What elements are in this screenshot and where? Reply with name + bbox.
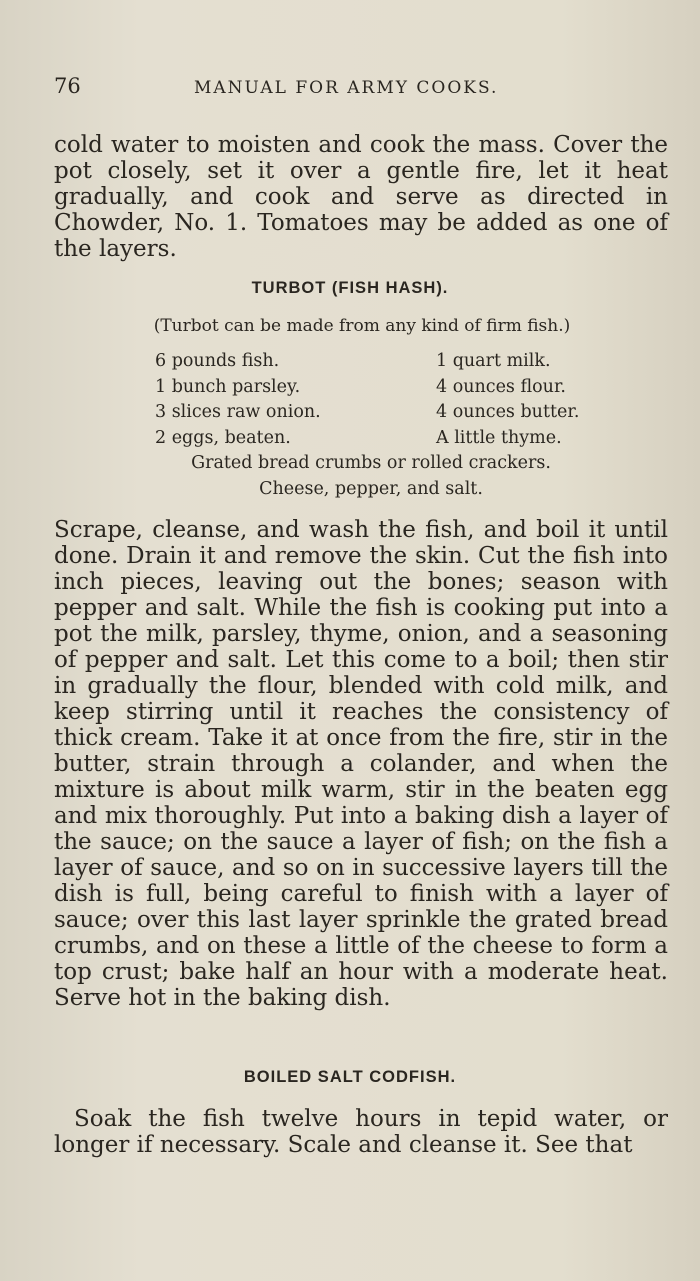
ingredient-item: Cheese, pepper, and salt. xyxy=(259,478,483,499)
codfish-directions: Soak the fish twelve hours in tepid water, or longer if necessary. Scale and cleanse it. See that xyxy=(54,1106,668,1158)
ingredient-item: A little thyme. xyxy=(436,427,562,448)
running-title: MANUAL FOR ARMY COOKS. xyxy=(194,78,499,98)
ingredients-center xyxy=(0,451,700,502)
ingredients-right xyxy=(436,349,579,451)
ingredient-item: 6 pounds fish. xyxy=(155,351,280,371)
ingredient-item: 1 bunch parsley. xyxy=(155,376,301,397)
ingredient-item: 4 ounces butter. xyxy=(436,402,580,422)
ingredient-item: Grated bread crumbs or rolled crackers. xyxy=(191,453,551,473)
turbot-note: (Turbot can be made from any kind of firm fish.) xyxy=(153,316,571,336)
codfish-heading: BOILED SALT CODFISH. xyxy=(243,1068,457,1086)
ingredient-item: 1 quart milk. xyxy=(436,351,551,371)
turbot-heading: TURBOT (FISH HASH). xyxy=(251,279,449,297)
turbot-directions: Scrape, cleanse, and wash the fish, and boil it until done. Drain it and remove the skin. Cut the fish into inch pieces, leaving out the bones; season with pepper and salt. While the fish is cooking put into a pot the milk, parsley, thyme, onion, and a seasoning of pepper and salt. Let this come to a boil; then stir in gradually the flour, blended with cold milk, and keep stirring until it reaches the consistency of thick cream. Take it at once from the fire, stir in the butter, strain through a colander, and when the mixture is about milk warm, stir in the beaten egg and mix thoroughly. Put into a baking dish a layer of the sauce; on the sauce a layer of fish; on the fish a layer of sauce, and so on in successive layers till the dish is full, being careful to finish with a layer of sauce; over this last layer sprinkle the grated bread crumbs, and on these a little of the cheese to form a top crust; bake half an hour with a moderate heat. Serve hot in the baking dish. xyxy=(54,517,668,1011)
ingredient-item: 2 eggs, beaten. xyxy=(155,427,291,448)
page-header xyxy=(54,74,664,104)
intro-paragraph: cold water to moisten and cook the mass. Cover the pot closely, set it over a gentle fire, let it heat gradually, and cook and serve as directed in Chowder, No. 1. Tomatoes may be added as one of the layers. xyxy=(54,132,668,262)
ingredient-item: 3 slices raw onion. xyxy=(155,402,321,422)
page-number: 76 xyxy=(54,74,81,98)
ingredient-item: 4 ounces flour. xyxy=(436,376,566,397)
ingredients-left xyxy=(155,349,321,451)
